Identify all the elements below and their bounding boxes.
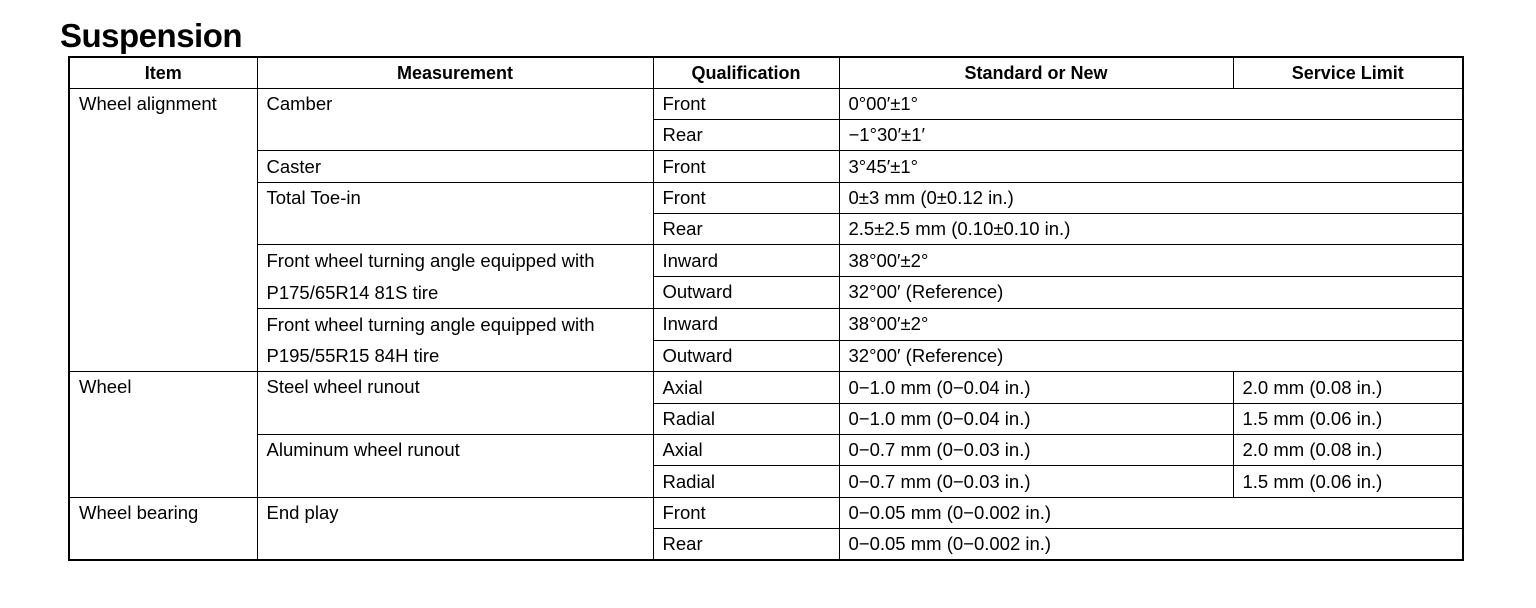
standard-cell: 38°00′±2° xyxy=(839,245,1463,277)
qualification-cell: Inward xyxy=(653,308,839,340)
qualification-cell: Rear xyxy=(653,120,839,151)
header-measurement: Measurement xyxy=(257,57,653,88)
qualification-cell: Outward xyxy=(653,340,839,372)
header-item: Item xyxy=(69,57,257,88)
measurement-turning-angle-p175: Front wheel turning angle equipped with P175/65R14 81S tire xyxy=(257,245,653,309)
standard-cell: 0−0.05 mm (0−0.002 in.) xyxy=(839,497,1463,528)
qualification-cell: Outward xyxy=(653,277,839,309)
qualification-cell: Rear xyxy=(653,528,839,559)
standard-cell: 0±3 mm (0±0.12 in.) xyxy=(839,182,1463,213)
measurement-caster: Caster xyxy=(257,151,653,182)
table-row xyxy=(69,245,1463,277)
service-limit-cell: 2.0 mm (0.08 in.) xyxy=(1233,435,1463,466)
qualification-cell: Front xyxy=(653,88,839,119)
table-row xyxy=(69,88,1463,119)
standard-cell: 0−0.7 mm (0−0.03 in.) xyxy=(839,466,1233,497)
standard-cell: 32°00′ (Reference) xyxy=(839,340,1463,372)
measurement-total-toe-in: Total Toe-in xyxy=(257,182,653,245)
standard-cell: 0°00′±1° xyxy=(839,88,1463,119)
measurement-end-play: End play xyxy=(257,497,653,560)
table-row xyxy=(69,372,1463,403)
page-title: Suspension xyxy=(60,17,243,54)
service-limit-cell: 1.5 mm (0.06 in.) xyxy=(1233,466,1463,497)
measurement-turning-angle-p195: Front wheel turning angle equipped with P195/55R15 84H tire xyxy=(257,308,653,372)
measurement-steel-wheel-runout: Steel wheel runout xyxy=(257,372,653,435)
qualification-cell: Rear xyxy=(653,213,839,244)
service-limit-cell: 2.0 mm (0.08 in.) xyxy=(1233,372,1463,403)
qualification-cell: Inward xyxy=(653,245,839,277)
table-row xyxy=(69,182,1463,213)
qualification-cell: Axial xyxy=(653,435,839,466)
table-row xyxy=(69,497,1463,528)
header-service-limit: Service Limit xyxy=(1233,57,1463,88)
standard-cell: 2.5±2.5 mm (0.10±0.10 in.) xyxy=(839,213,1463,244)
qualification-cell: Radial xyxy=(653,403,839,434)
qualification-cell: Front xyxy=(653,182,839,213)
item-wheel-alignment: Wheel alignment xyxy=(69,88,257,372)
table-row xyxy=(69,151,1463,182)
table-row xyxy=(69,435,1463,466)
standard-cell: 38°00′±2° xyxy=(839,308,1463,340)
standard-cell: 0−0.05 mm (0−0.002 in.) xyxy=(839,528,1463,559)
item-wheel: Wheel xyxy=(69,372,257,497)
qualification-cell: Radial xyxy=(653,466,839,497)
standard-cell: 0−0.7 mm (0−0.03 in.) xyxy=(839,435,1233,466)
header-standard: Standard or New xyxy=(839,57,1233,88)
standard-cell: 0−1.0 mm (0−0.04 in.) xyxy=(839,372,1233,403)
standard-cell: 0−1.0 mm (0−0.04 in.) xyxy=(839,403,1233,434)
item-wheel-bearing: Wheel bearing xyxy=(69,497,257,560)
header-row xyxy=(69,57,1463,88)
qualification-cell: Front xyxy=(653,497,839,528)
header-qualification: Qualification xyxy=(653,57,839,88)
table-row xyxy=(69,308,1463,340)
qualification-cell: Axial xyxy=(653,372,839,403)
standard-cell: 32°00′ (Reference) xyxy=(839,277,1463,309)
service-limit-cell: 1.5 mm (0.06 in.) xyxy=(1233,403,1463,434)
standard-cell: 3°45′±1° xyxy=(839,151,1463,182)
measurement-camber: Camber xyxy=(257,88,653,151)
suspension-spec-table xyxy=(68,56,1464,561)
qualification-cell: Front xyxy=(653,151,839,182)
measurement-aluminum-wheel-runout: Aluminum wheel runout xyxy=(257,435,653,498)
standard-cell: −1°30′±1′ xyxy=(839,120,1463,151)
